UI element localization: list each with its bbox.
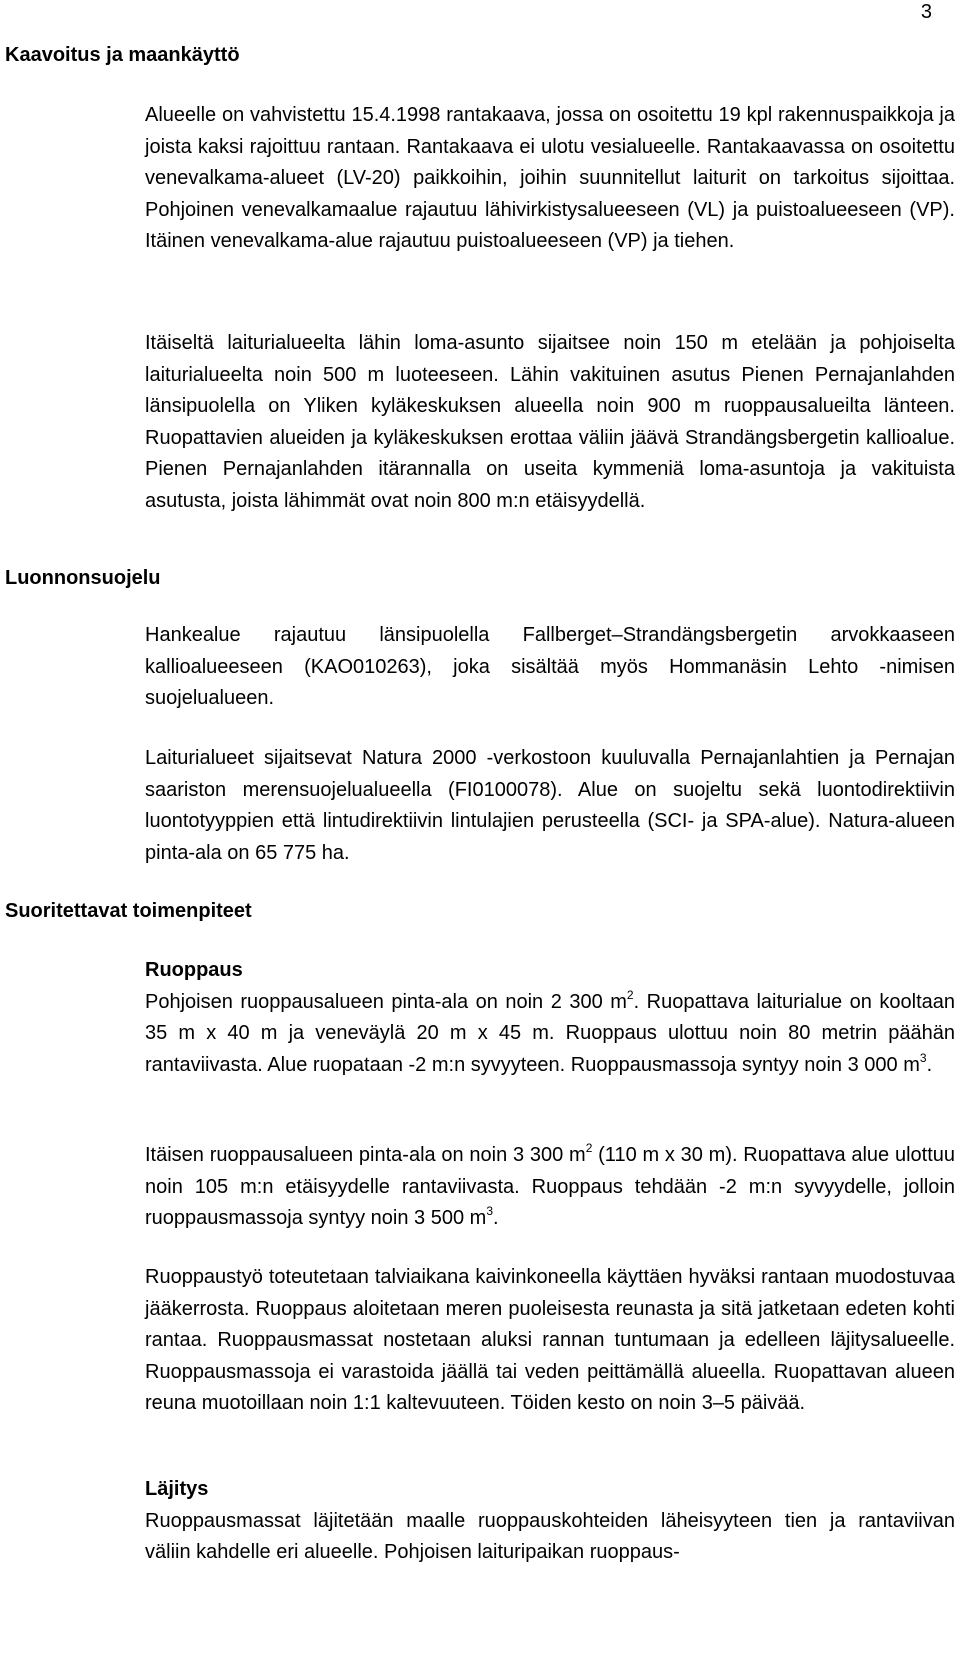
paragraph-luonnonsuojelu-2: Laiturialueet sijaitsevat Natura 2000 -verkostoon kuuluvalla Pernajanlahtien ja Pernajan saariston merensuojelualueella (FI0100078). Alue on suojeltu sekä luontodirektiivin luontotyyppien että lintudirektiivin lintulajien perusteella (SCI- ja SPA-alue). Natura-alueen pinta-ala on 65 775 ha. — [145, 747, 955, 864]
subheading-ruoppaus: Ruoppaus — [145, 959, 243, 981]
paragraph-kaavoitus-1: Alueelle on vahvistettu 15.4.1998 rantakaava, jossa on osoitettu 19 kpl rakennuspaikkoja ja joista kaksi rajoittuu rantaan. Rantakaava ei ulotu vesialueelle. Rantakaavassa on osoitettu venevalkama-alueet (LV-20) paikkoihin, joihin suunnitellut laiturit on tarkoitus sijoittaa. Pohjoinen venevalkamaalue rajautuu lähivirkistysalueeseen (VL) ja puistoalueeseen (VP). Itäinen venevalkama-alue rajautuu puistoalueeseen (VP) ja tiehen. — [145, 104, 955, 252]
subheading-lajitys: Läjitys — [145, 1478, 209, 1500]
ruoppaus-paragraph-3: Ruoppaustyö toteutetaan talviaikana kaivinkoneella käyttäen hyväksi rantaan muodostuvaa jääkerrosta. Ruoppaus aloitetaan meren puoleisesta reunasta ja sitä jatketaan edeten kohti rantaa. Ruoppausmassat nostetaan aluksi rannan tuntumaan ja edelleen läjitysalueelle. Ruoppausmassoja ei varastoida jäällä tai veden peittämällä alueella. Ruopattavan alueen reuna muotoillaan noin 1:1 kaltevuuteen. Töiden kesto on noin 3–5 päivää. — [145, 1266, 955, 1414]
heading-kaavoitus: Kaavoitus ja maankäyttö — [5, 44, 240, 66]
ruoppaus-paragraph-2: Itäisen ruoppausalueen pinta-ala on noin 3 300 $m^2$ (110 m x 30 m). Ruopattava alue ulottuu noin 105 m:n etäisyydelle rantaviivasta. Ruoppaus tehdään -2 m:n syvyydelle, jolloin ruoppausmassoja syntyy noin 3 500 $m^3$. — [145, 1141, 955, 1229]
subsection-ruoppaus — [145, 955, 955, 1081]
heading-luonnonsuojelu: Luonnonsuojelu — [5, 567, 161, 589]
heading-toimenpiteet: Suoritettavat toimenpiteet — [5, 900, 252, 922]
subsection-lajitys — [145, 1474, 955, 1569]
paragraph-kaavoitus-2: Itäiseltä laiturialueelta lähin loma-asunto sijaitsee noin 150 m etelään ja pohjoiselta laiturialueelta noin 500 m luoteeseen. Lähin vakituinen asutus Pienen Pernajanlahden länsipuolella on Yliken kyläkeskuksen alueella noin 900 m ruoppausalueilta länteen. Ruopattavien alueiden ja kyläkeskuksen erottaa väliin jäävä Strandängsbergetin kallioalue. Pienen Pernajanlahden itärannalla on useita kymmeniä loma-asuntoja ja vakituista asutusta, joista lähimmät ovat noin 800 m:n etäisyydellä. — [145, 332, 955, 512]
page-number: 3 — [920, 1, 932, 23]
ruoppaus-paragraph-1: Pohjoisen ruoppausalueen pinta-ala on noin 2 300 $m^2$. Ruopattava laiturialue on kooltaan 35 m x 40 m ja veneväylä 20 m x 45 m. Ruoppaus ulottuu noin 80 metrin päähän rantaviivasta. Alue ruopataan -2 m:n syvyyteen. Ruoppausmassoja syntyy noin 3 000 $m^3$. — [145, 987, 956, 1076]
lajitys-paragraph-1: Ruoppausmassat läjitetään maalle ruoppauskohteiden läheisyyteen tien ja rantaviivan väliin kahdelle eri alueelle. Pohjoisen laituripaikan ruoppaus- — [145, 1509, 955, 1563]
paragraph-luonnonsuojelu-1: Hankealue rajautuu länsipuolella Fallberget–Strandängsbergetin arvokkaaseen kallioalueeseen (KAO010263), joka sisältää myös Hommanäsin Lehto -nimisen suojelualueen. — [145, 624, 955, 709]
